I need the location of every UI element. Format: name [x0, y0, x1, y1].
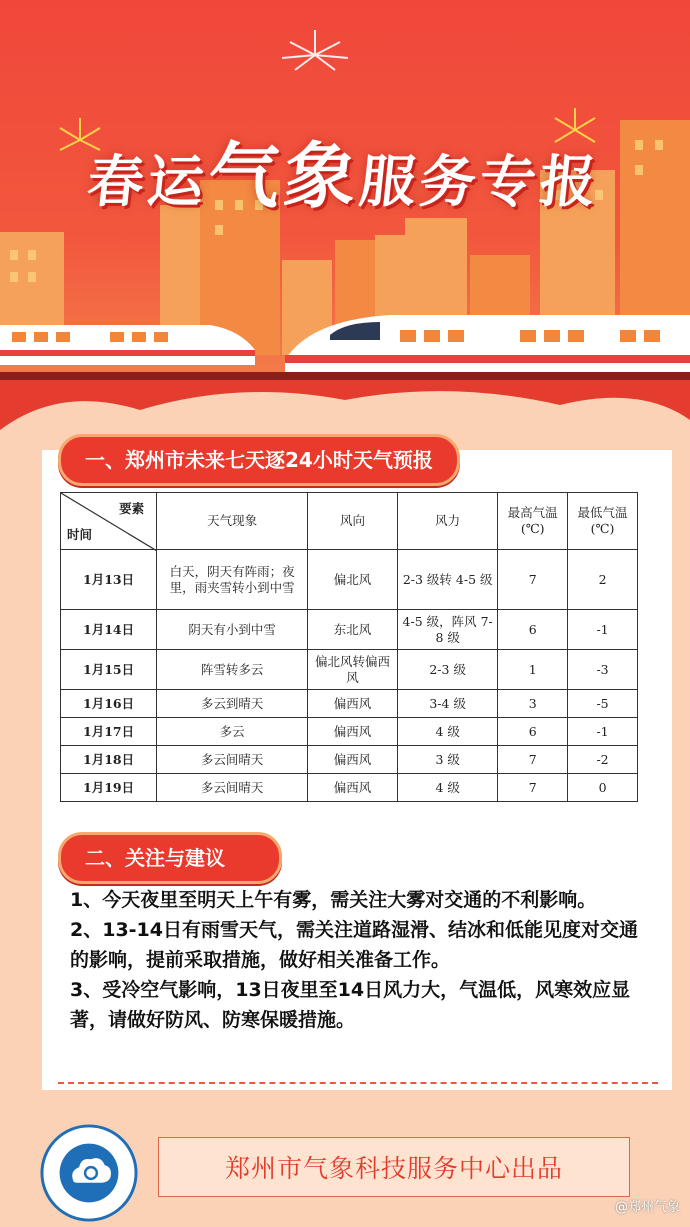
column-header: 风力: [398, 493, 498, 550]
table-cell-weather: 多云: [157, 718, 308, 746]
table-cell-weather: 多云间晴天: [157, 774, 308, 802]
header-banner: [0, 0, 690, 430]
table-cell-wind-force: 2-3 级: [398, 650, 498, 690]
table-cell-wind-dir: 偏北风转偏西风: [307, 650, 397, 690]
table-cell-date: 1月16日: [61, 690, 157, 718]
table-cell-low: -1: [568, 610, 638, 650]
corner-label-element: 要素: [119, 501, 145, 516]
table-cell-low: 0: [568, 774, 638, 802]
table-cell-weather: 白天，阴天有阵雨；夜里，雨夹雪转小到中雪: [157, 550, 308, 610]
meteorology-bureau-seal: [40, 1124, 138, 1222]
table-cell-high: 3: [498, 690, 568, 718]
table-cell-date: 1月15日: [61, 650, 157, 690]
table-cell-wind-force: 3-4 级: [398, 690, 498, 718]
table-cell-wind-dir: 偏西风: [307, 774, 397, 802]
table-cell-wind-dir: 东北风: [307, 610, 397, 650]
table-cell-wind-force: 4 级: [398, 718, 498, 746]
table-cell-date: 1月17日: [61, 718, 157, 746]
table-cell-weather: 多云间晴天: [157, 746, 308, 774]
title-part: 春运: [84, 150, 212, 215]
forecast-table-body: [61, 550, 638, 802]
table-cell-low: -5: [568, 690, 638, 718]
section-1-heading: 一、郑州市未来七天逐24小时天气预报: [58, 434, 460, 486]
column-header: 最高气温(℃): [498, 493, 568, 550]
table-row: [61, 610, 638, 650]
corner-label-time: 时间: [67, 527, 93, 542]
table-cell-weather: 阵雪转多云: [157, 650, 308, 690]
table-cell-low: -3: [568, 650, 638, 690]
table-cell-high: 6: [498, 610, 568, 650]
producer-credit: 郑州市气象科技服务中心出品: [158, 1137, 630, 1197]
table-cell-high: 7: [498, 550, 568, 610]
page-title: [0, 118, 690, 222]
table-cell-wind-force: 4 级: [398, 774, 498, 802]
advice-item: 3、受冷空气影响，13日夜里至14日风力大，气温低，风寒效应显著，请做好防风、防寒保暖措施。: [70, 979, 631, 1031]
table-cell-wind-dir: 偏西风: [307, 690, 397, 718]
table-cell-wind-dir: 偏西风: [307, 746, 397, 774]
column-header: 最低气温(℃): [568, 493, 638, 550]
divider: [58, 1082, 658, 1084]
table-cell-wind-dir: 偏北风: [307, 550, 397, 610]
train-right: [285, 315, 690, 372]
table-cell-wind-force: 4-5 级，阵风 7-8 级: [398, 610, 498, 650]
table-cell-weather: 阴天有小到中雪: [157, 610, 308, 650]
table-header-row: [61, 493, 638, 550]
table-row: [61, 690, 638, 718]
table-cell-date: 1月14日: [61, 610, 157, 650]
table-cell-wind-force: 2-3 级转 4-5 级: [398, 550, 498, 610]
forecast-table: [60, 492, 638, 802]
table-row: [61, 746, 638, 774]
title-part: 服务专报: [356, 150, 604, 215]
section-2-heading: 二、关注与建议: [58, 832, 282, 884]
table-cell-high: 7: [498, 746, 568, 774]
firework-icon: [282, 30, 348, 70]
table-cell-date: 1月19日: [61, 774, 157, 802]
table-row: [61, 650, 638, 690]
advice-item: 1、今天夜里至明天上午有雾，需关注大雾对交通的不利影响。: [70, 889, 597, 911]
table-row: [61, 550, 638, 610]
advice-item: 2、13-14日有雨雪天气，需关注道路湿滑、结冰和低能见度对交通的影响，提前采取措施，做好相关准备工作。: [70, 919, 638, 971]
table-cell-wind-dir: 偏西风: [307, 718, 397, 746]
table-row: [61, 774, 638, 802]
table-row: [61, 718, 638, 746]
table-cell-low: -2: [568, 746, 638, 774]
table-cell-low: -1: [568, 718, 638, 746]
table-cell-weather: 多云到晴天: [157, 690, 308, 718]
train-left: [0, 325, 255, 365]
watermark: @郑州气象: [614, 1200, 680, 1215]
column-header: 风向: [307, 493, 397, 550]
table-cell-high: 1: [498, 650, 568, 690]
table-cell-date: 1月13日: [61, 550, 157, 610]
table-cell-low: 2: [568, 550, 638, 610]
table-corner-cell: [61, 493, 157, 550]
table-cell-wind-force: 3 级: [398, 746, 498, 774]
advice-list: [70, 885, 650, 1035]
column-header: 天气现象: [157, 493, 308, 550]
table-cell-date: 1月18日: [61, 746, 157, 774]
table-cell-high: 7: [498, 774, 568, 802]
title-part-emphasis: 气象: [203, 134, 365, 218]
table-cell-high: 6: [498, 718, 568, 746]
